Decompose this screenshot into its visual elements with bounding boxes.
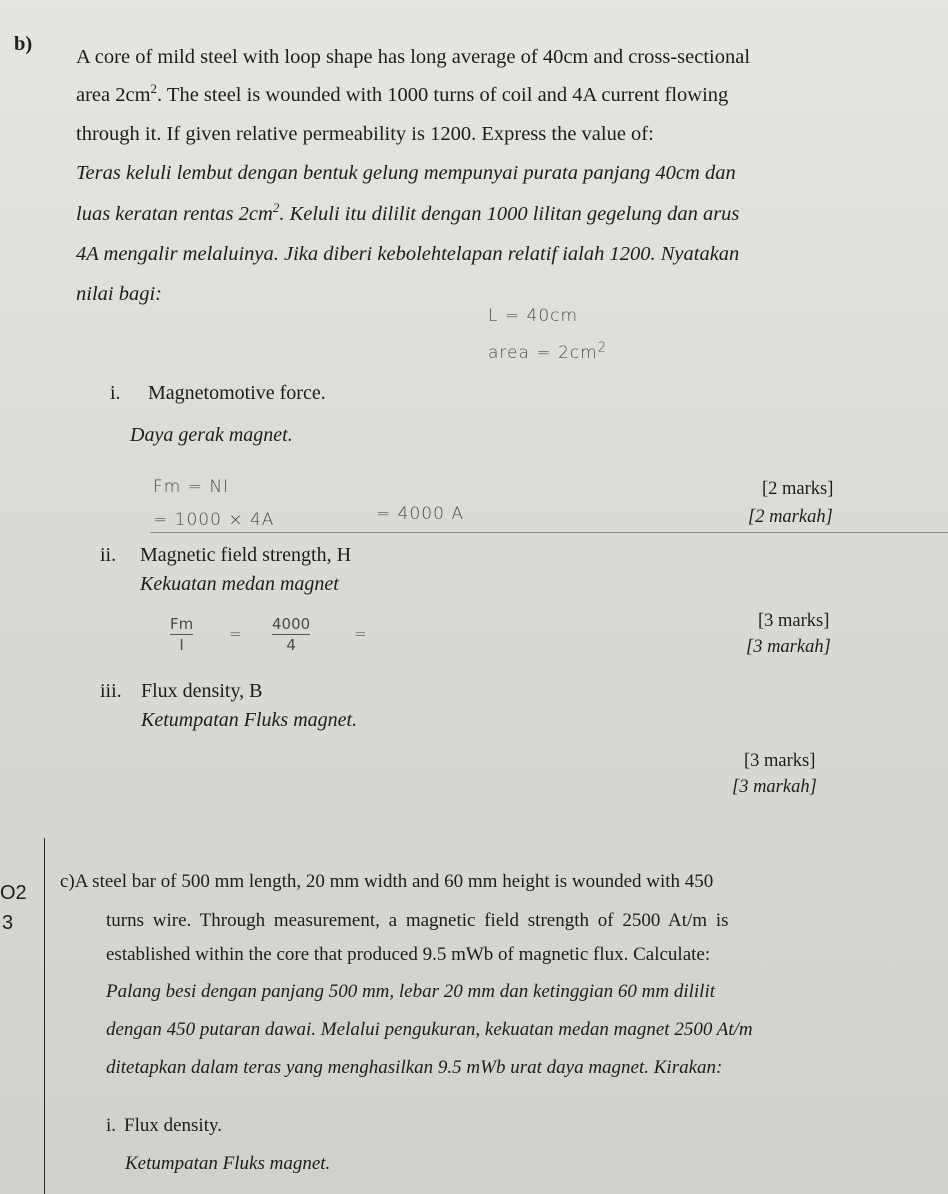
part-c-q-i-title: Flux density. xyxy=(124,1115,222,1136)
q-iii-label: iii. xyxy=(100,680,122,702)
part-c-malay-line-3: ditetapkan dalam teras yang menghasilkan 9.5 mWb urat daya magnet. Kirakan: xyxy=(106,1057,723,1078)
q-ii-label: ii. xyxy=(100,544,117,566)
part-b-malay-line-2a: luas keratan rentas 2cm xyxy=(76,203,273,225)
q-i-malay: Daya gerak magnet. xyxy=(130,424,293,446)
q-ii-marks: [3 marks] xyxy=(758,611,830,631)
part-b-malay-line-4: nilai bagi: xyxy=(76,283,162,305)
margin-question-number: 3 xyxy=(2,912,14,934)
handwritten-equals-2: = xyxy=(354,625,368,643)
handwritten-length: L = 40cm xyxy=(488,306,579,326)
part-c-q-i-malay: Ketumpatan Fluks magnet. xyxy=(125,1153,331,1174)
part-c-line-2: turns wire. Through measurement, a magnetic field strength of 2500 At/m is xyxy=(106,910,729,931)
handwritten-frac2-num: 4000 xyxy=(272,615,311,633)
handwritten-fraction-4000-over-4 xyxy=(272,615,310,654)
margin-border-line xyxy=(44,838,45,1194)
q-ii-markah: [3 markah] xyxy=(746,637,831,657)
q-i-title: Magnetomotive force. xyxy=(148,382,326,404)
handwritten-frac1-den: I xyxy=(179,636,184,654)
part-b-line-3: through it. If given relative permeability is 1200. Express the value of: xyxy=(76,123,654,145)
part-b-malay-line-2 xyxy=(76,200,740,225)
q-iii-markah: [3 markah] xyxy=(732,777,817,797)
handwritten-fm-formula: Fm = NI xyxy=(153,477,230,497)
handwritten-equals-1: = xyxy=(229,625,243,643)
part-b-malay-line-1: Teras keluli lembut dengan bentuk gelung mempunyai purata panjang 40cm dan xyxy=(76,162,736,184)
part-b-line-2b: . The steel is wounded with 1000 turns of coil and 4A current flowing xyxy=(157,84,729,106)
q-ii-malay: Kekuatan medan magnet xyxy=(140,573,339,595)
handwritten-area-text: area = 2cm xyxy=(488,343,598,363)
handwritten-fraction-fm-over-i xyxy=(170,615,193,654)
part-b-malay-line-2b: . Keluli itu dililit dengan 1000 lilitan gegelung dan arus xyxy=(279,203,740,225)
part-c-line-3: established within the core that produced 9.5 mWb of magnetic flux. Calculate: xyxy=(106,944,711,965)
part-b-line-2-sup: 2 xyxy=(150,81,158,97)
part-c-malay-line-2: dengan 450 putaran dawai. Melalui pengukuran, kekuatan medan magnet 2500 At/m xyxy=(106,1019,753,1040)
answer-line xyxy=(150,532,948,533)
part-b-line-2 xyxy=(76,81,729,106)
part-b-line-2a: area 2cm xyxy=(76,84,151,106)
fraction-bar xyxy=(170,634,193,635)
handwritten-fm-result: = 4000 A xyxy=(376,504,464,524)
part-b-line-1: A core of mild steel with loop shape has long average of 40cm and cross-sectional xyxy=(76,46,751,68)
handwritten-area-sup: 2 xyxy=(597,340,607,356)
margin-question-code: O2 xyxy=(0,882,27,904)
part-b-malay-line-2-sup: 2 xyxy=(272,200,280,216)
q-i-label: i. xyxy=(110,382,121,404)
q-iii-malay: Ketumpatan Fluks magnet. xyxy=(141,709,358,731)
q-i-markah: [2 markah] xyxy=(748,507,833,527)
handwritten-frac2-den: 4 xyxy=(286,636,296,654)
part-b-malay-line-3: 4A mengalir melaluinya. Jika diberi kebolehtelapan relatif ialah 1200. Nyatakan xyxy=(76,243,740,265)
q-i-marks: [2 marks] xyxy=(762,479,834,499)
q-iii-title: Flux density, B xyxy=(141,680,263,702)
handwritten-area xyxy=(488,340,607,363)
part-c-q-i-label: i. xyxy=(106,1115,117,1136)
fraction-bar xyxy=(272,634,310,635)
q-iii-marks: [3 marks] xyxy=(744,751,816,771)
part-c-line-1: c)A steel bar of 500 mm length, 20 mm width and 60 mm height is wounded with 450 xyxy=(60,871,714,892)
handwritten-fm-calc: = 1000 × 4A xyxy=(153,510,275,530)
part-b-label: b) xyxy=(14,33,33,55)
part-c-malay-line-1: Palang besi dengan panjang 500 mm, lebar 20 mm dan ketinggian 60 mm dililit xyxy=(106,981,716,1002)
handwritten-frac1-num: Fm xyxy=(170,615,194,633)
q-ii-title: Magnetic field strength, H xyxy=(140,544,352,566)
